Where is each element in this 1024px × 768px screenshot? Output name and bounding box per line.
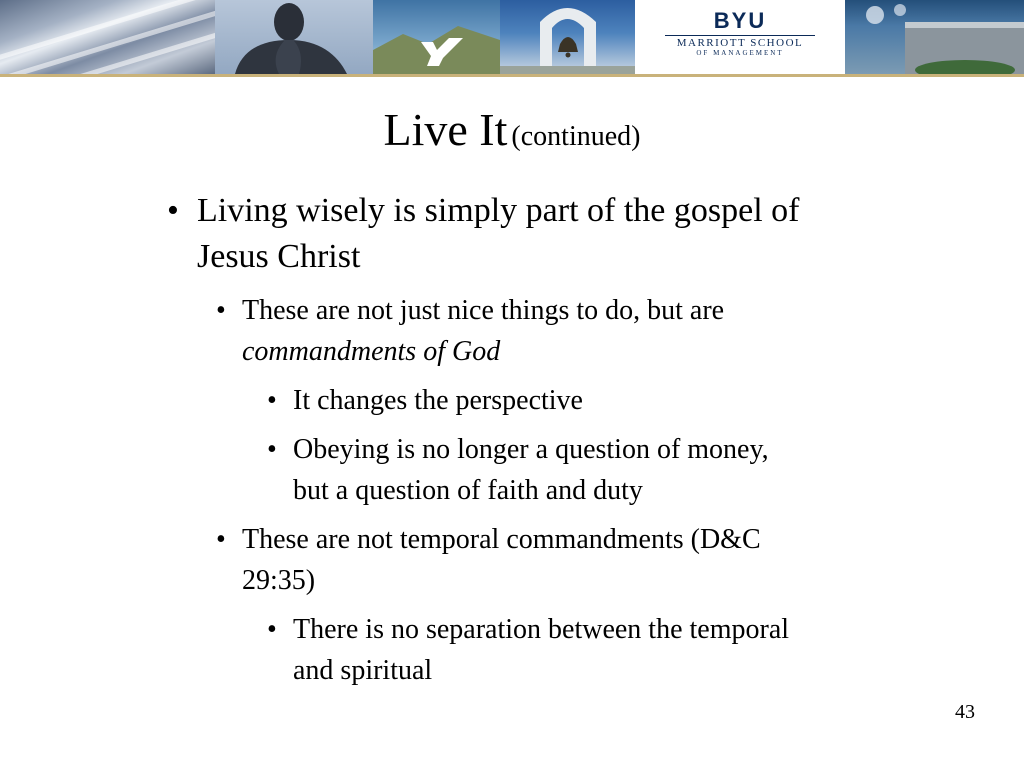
header-banner [0, 0, 1024, 74]
slide-title [160, 103, 864, 164]
bullet-level2 [216, 519, 761, 601]
bullet-line: It changes the perspective [293, 385, 583, 416]
bullet-dot-icon: • [267, 434, 277, 465]
banner-photo-mountain-y [373, 0, 500, 74]
banner-photo-bell-tower [500, 0, 635, 74]
statue-silhouette-icon [215, 0, 373, 74]
slide-title-suffix: (continued) [511, 121, 641, 152]
bullet-dot-icon: • [267, 385, 277, 416]
slide-page-number: 43 [955, 701, 975, 723]
bullet-line: Jesus Christ [197, 238, 361, 275]
bullet-line: and spiritual [293, 655, 433, 686]
bullet-line: but a question of faith and duty [293, 475, 643, 506]
logo-brand: BYU [713, 8, 767, 33]
bullet-line: There is no separation between the temporal [293, 614, 790, 645]
bullet-line: 29:35) [242, 565, 316, 596]
bullet-level3 [267, 380, 583, 421]
bullet-dot-icon: • [167, 192, 179, 229]
bullet-level3 [267, 609, 789, 691]
bullet-emphasis-line: commandments of God [242, 336, 501, 367]
bullet-level1 [167, 188, 800, 280]
banner-photo-building-sky [845, 0, 1024, 74]
bullet-line: Obeying is no longer a question of money, [293, 434, 769, 465]
banner-photo-statue [215, 0, 373, 74]
bullet-line: Living wisely is simply part of the gospel of [197, 192, 800, 229]
bullet-level3 [267, 429, 769, 511]
bullet-dot-icon: • [267, 614, 277, 645]
logo-divider [665, 35, 815, 36]
building-sky-icon [845, 0, 1024, 74]
bullet-line: These are not temporal commandments (D&C [242, 524, 761, 555]
mountain-y-icon [373, 0, 500, 74]
bell-tower-icon [500, 0, 635, 74]
logo-division: OF MANAGEMENT [696, 49, 784, 57]
byu-marriott-logo [635, 0, 845, 74]
bullet-dot-icon: • [216, 524, 226, 555]
logo-school: MARRIOTT SCHOOL [676, 37, 804, 49]
slide-title-main: Live It [383, 104, 508, 155]
bullet-line: These are not just nice things to do, but are [242, 295, 725, 326]
bullet-dot-icon: • [216, 295, 226, 326]
banner-photo-glass-building [0, 0, 215, 74]
banner-gold-rule [0, 74, 1024, 77]
bullet-level2 [216, 290, 724, 372]
